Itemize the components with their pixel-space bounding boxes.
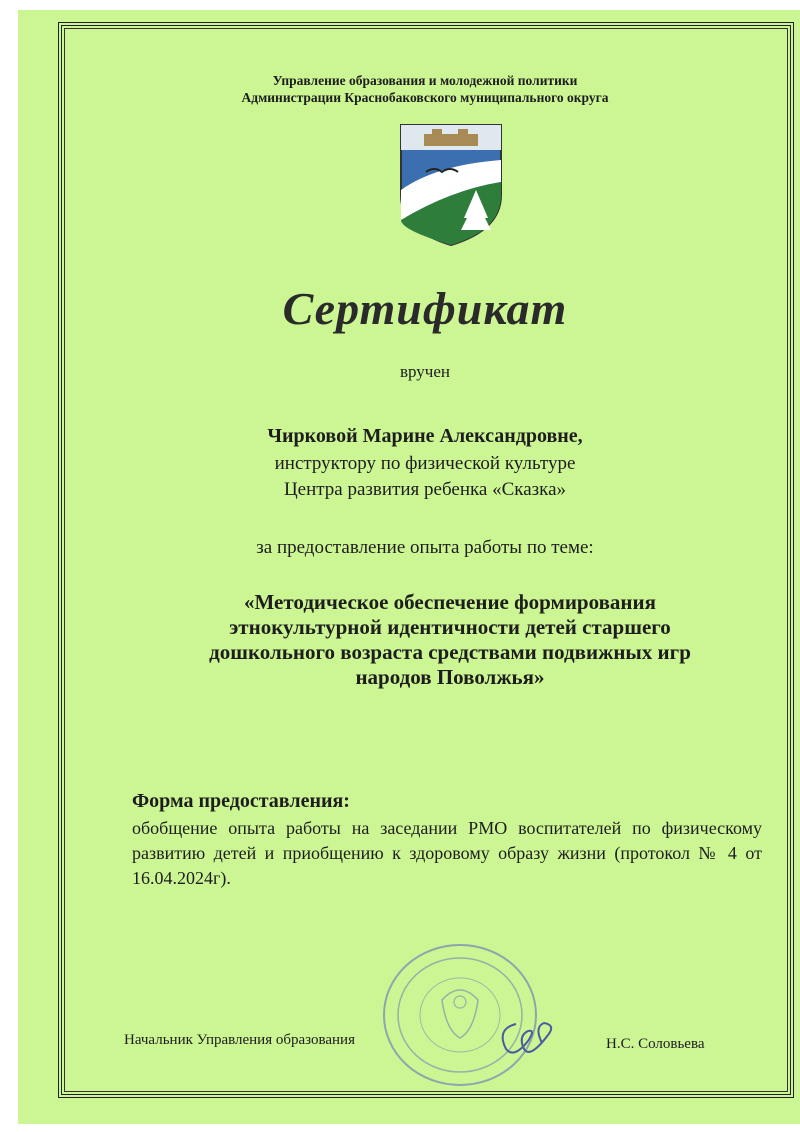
issuer-line-2: Администрации Краснобаковского муниципального округа xyxy=(241,90,609,105)
issuer-header xyxy=(80,72,770,106)
recipient-organization: Центра развития ребенка «Сказка» xyxy=(283,479,567,500)
topic-line-4: народов Поволжья» xyxy=(355,665,545,689)
form-text: обобщение опыта работы на заседании РМО воспитателей по физическому развитию детей и приобщению к здоровому образу жизни (протокол № 4 от 16.04.2024г). xyxy=(132,818,762,888)
certificate-title: Сертификат xyxy=(282,283,568,334)
signatory-role: Начальник Управления образования xyxy=(124,1032,355,1048)
recipient-position: инструктору по физической культуре xyxy=(274,453,576,474)
signatory-name: Н.С. Соловьева xyxy=(606,1036,705,1052)
coat-of-arms-icon xyxy=(396,120,506,250)
presented-text: вручен xyxy=(400,362,450,381)
topic-line-3: дошкольного возраста средствами подвижных игр xyxy=(209,640,691,664)
form-label: Форма предоставления: xyxy=(132,790,350,812)
topic-title xyxy=(150,590,750,690)
recipient-name: Чирковой Марине Александровне, xyxy=(267,425,583,447)
issuer-line-1: Управление образования и молодежной политики xyxy=(272,73,578,88)
topic-line-2: этнокультурной идентичности детей старшего xyxy=(229,615,671,639)
topic-intro: за предоставление опыта работы по теме: xyxy=(256,537,594,558)
topic-line-1: «Методическое обеспечение формирования xyxy=(244,590,656,614)
handwritten-signature xyxy=(486,1004,566,1064)
